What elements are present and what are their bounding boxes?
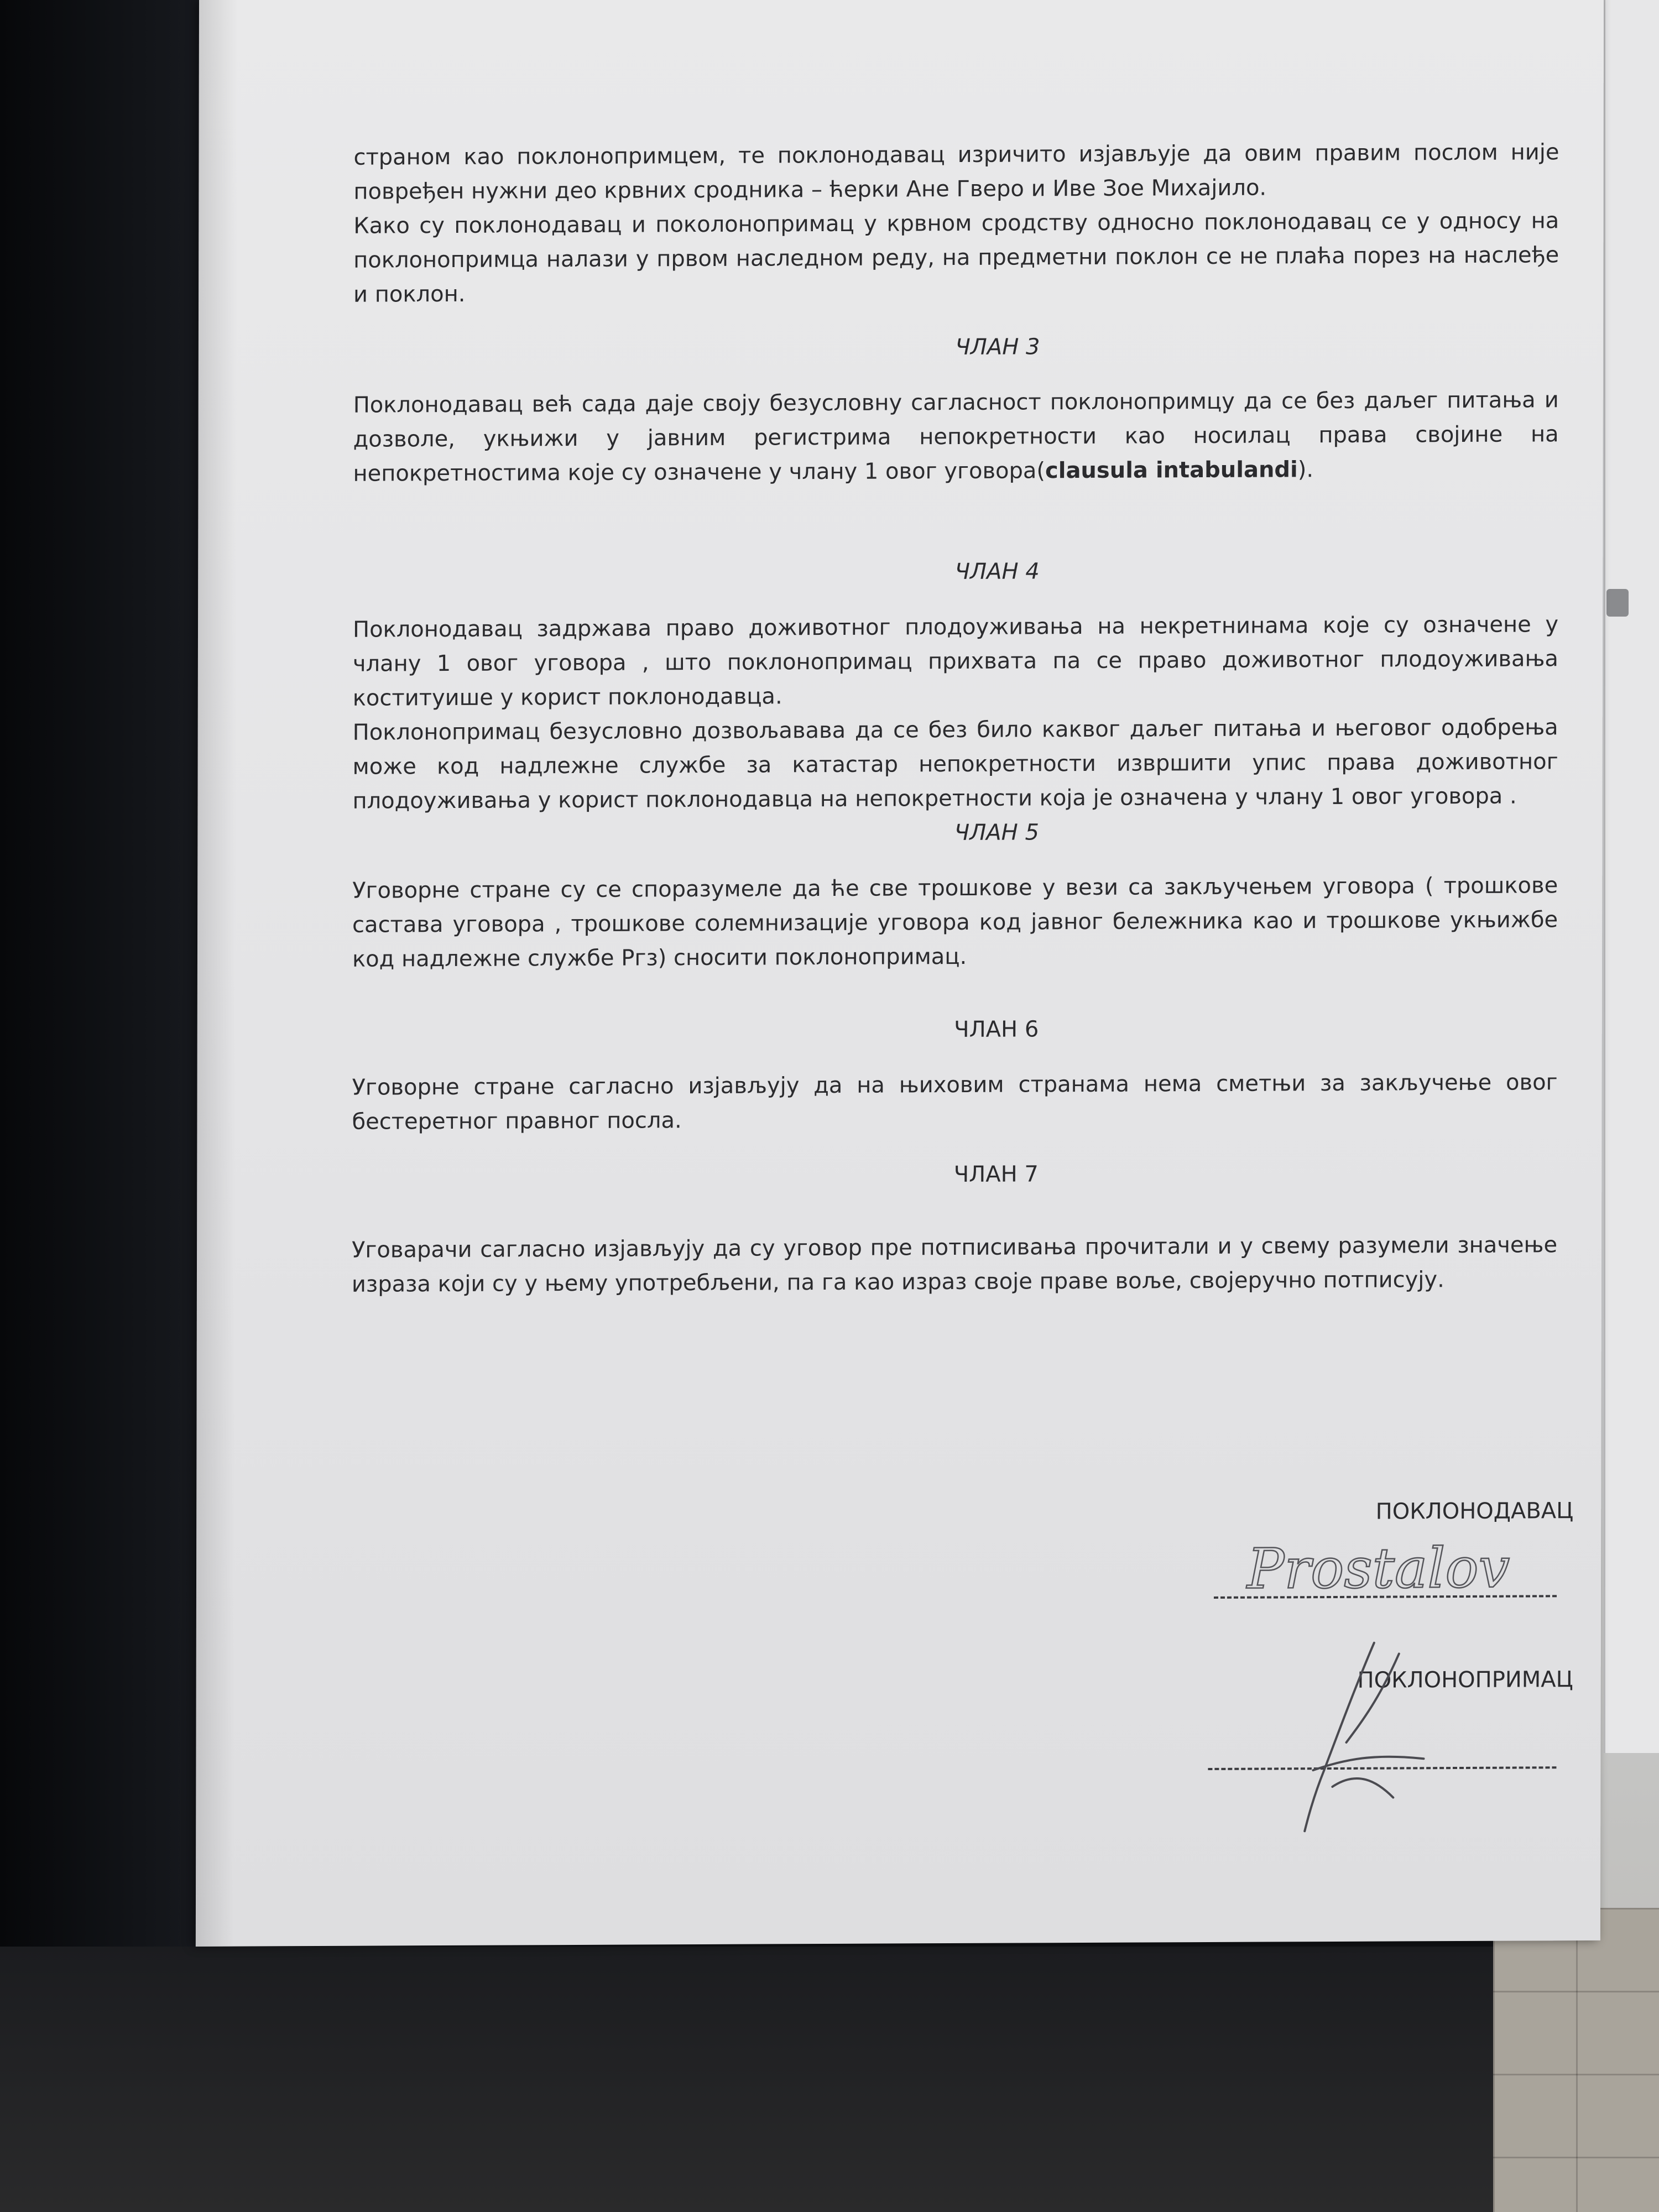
document-page <box>196 0 1604 1947</box>
donor-label: ПОКЛОНОДАВАЦ <box>1375 1498 1574 1525</box>
floor-tiles <box>1493 1908 1659 2212</box>
article-3-text: Поклонодавац већ сада даје своју безусловну сагласност поклонопримцу да се без даљег питања и дозволе, укњижи у јавним регистрима непокретности као носилац права својине на непокретностима које су означене у члану 1 овог уговора( <box>353 387 1559 487</box>
binder-clip <box>1606 589 1629 617</box>
article-3-heading: ЧЛАН 3 <box>955 334 1040 361</box>
underlying-page-edge <box>1604 0 1659 1753</box>
floor-background <box>0 1947 1659 2212</box>
clausula-intabulandi: clausula intabulandi <box>1045 457 1298 484</box>
article-7-heading: ЧЛАН 7 <box>953 1161 1039 1188</box>
article-6-paragraph: Уговорне стране сагласно изјављују да на њиховим странама нема сметњи за закључење овог бестеретног правног посла. <box>352 1070 1558 1135</box>
article-3-paragraph <box>353 383 1558 491</box>
donor-signature-text: Prostalov <box>1246 1535 1510 1601</box>
article-4-heading: ЧЛАН 4 <box>954 559 1040 585</box>
recipient-label: ПОКЛОНОПРИМАЦ <box>1357 1667 1573 1693</box>
tax-paragraph: Како су поклонодавац и поколонопримац у крвном сродству односно поклонодавац се у односу на поклонопримца налази у првом наследном реду, на предметни поклон се не плаћа порез на наслеђе и поклон. <box>353 208 1559 307</box>
intro-paragraph: страном као поклонопримцем, те поклонодавац изричито изјављује да овим правим послом није повређен нужни део крвних сродника – ћерки Ане Гверо и Иве Зое Михајило. <box>353 139 1559 205</box>
page-shadow <box>196 0 238 1947</box>
recipient-signature <box>1280 1631 1435 1842</box>
article-4-paragraph-2: Поклонопримац безусловно дозвољавава да се без било каквог даљег питања и његовог одобрења може код надлежне службе за катастар непокретности извршити упис права доживотног плодоуживања у корист поклонодавца на непокретности која је означена у члану 1 овог уговора . <box>352 714 1558 814</box>
recipient-signature-stroke <box>1305 1642 1424 1831</box>
article-6-heading: ЧЛАН 6 <box>954 1016 1039 1043</box>
article-3-closing: ). <box>1297 457 1314 483</box>
article-5-paragraph: Уговорне стране су се споразумеле да ће све трошкове у вези са закључењем уговора ( трошкове састава уговора , трошкове солемнизације уговора код јавног бележника као и трошкове укњижбе код надлежне службе Ргз) сносити поклонопримац. <box>352 873 1558 972</box>
article-7-paragraph: Уговарачи сагласно изјављују да су уговор пре потписивања прочитали и у свему разумели значење израза који су у њему употребљени, па га као израз своје праве воље, својеручно потписују. <box>351 1232 1558 1297</box>
article-4-paragraph-1: Поклонодавац задржава право доживотног плодоуживања на некретнинама које су означене у члану 1 овог уговора , што поклонопримац прихвата па се право доживотног плодоуживања коституише у корист поклонодавца. <box>352 612 1559 711</box>
contract-body <box>352 135 1559 1301</box>
article-5-heading: ЧЛАН 5 <box>954 820 1039 846</box>
